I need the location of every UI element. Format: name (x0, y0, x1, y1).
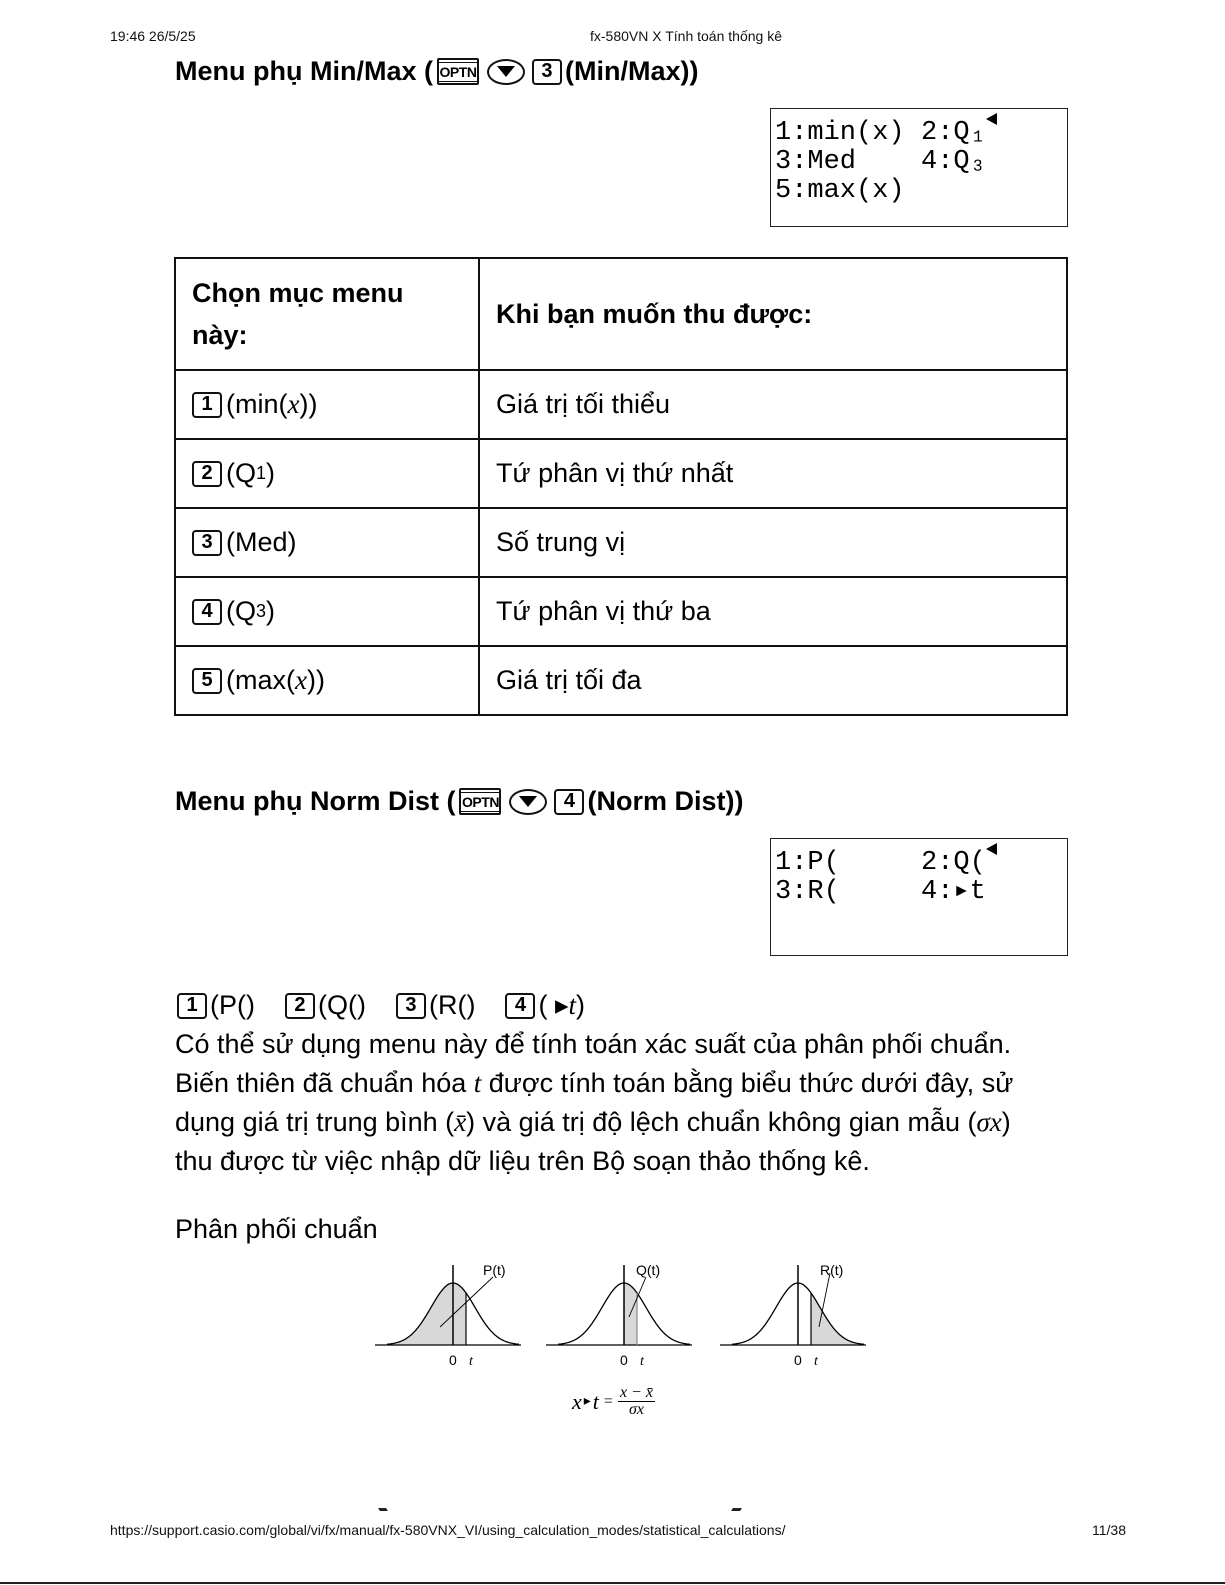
key-item: 1 (P() (177, 990, 255, 1021)
plot-r (720, 1262, 866, 1369)
page-number: 11/38 (1092, 1522, 1126, 1538)
minmax-menu-table (174, 257, 1068, 716)
page-fragment-mark (731, 1508, 742, 1511)
optn-key-icon: OPTN (459, 788, 501, 815)
paragraph-line: Có thể sử dụng menu này để tính toán xác suất của phân phối chuẩn. (175, 1029, 1012, 1059)
figure-caption: Phân phối chuẩn (175, 1214, 378, 1244)
print-datetime: 19:46 26/5/25 (110, 28, 196, 44)
lcd-row (775, 177, 1067, 206)
normdist-description (175, 1025, 1013, 1181)
lcd-item: 2:Q₁ (921, 118, 986, 148)
lcd-row (775, 878, 1067, 907)
row-description: Giá trị tối thiểu (479, 370, 1067, 439)
key-2-icon: 2 (285, 993, 315, 1019)
normdist-title-suffix: (Norm Dist)) (587, 786, 744, 816)
tick-label-t: t (469, 1354, 473, 1369)
shaded-area (811, 1293, 864, 1345)
fraction (618, 1385, 655, 1418)
row-description: Tứ phân vị thứ ba (479, 577, 1067, 646)
curve-label: P(t) (483, 1262, 506, 1278)
page-fragment-mark (378, 1508, 388, 1511)
tick-label-t: t (814, 1354, 818, 1369)
normdist-keys-line (177, 990, 615, 1021)
key-5-icon: 5 (192, 668, 222, 694)
paragraph-line: Biến thiên đã chuẩn hóa t được tính toán bằng biểu thức dưới đây, sử (175, 1068, 1014, 1098)
lcd-item: 1:P( (775, 848, 840, 878)
lcd-row (775, 119, 1067, 148)
lcd-item: 4:Q₃ (921, 147, 986, 177)
normdist-title-prefix: Menu phụ Norm Dist ( (175, 786, 456, 816)
table-row: 1 (min( x )) Giá trị tối thiểu (175, 370, 1067, 439)
lcd-item: 4:▸t (921, 877, 986, 907)
page-bottom-rule (0, 1582, 1225, 1584)
row-description: Tứ phân vị thứ nhất (479, 439, 1067, 508)
row-description: Giá trị tối đa (479, 646, 1067, 715)
page-url: https://support.casio.com/global/vi/fx/manual/fx-580VNX_VI/using_calculation_modes/statistical_calculations/ (110, 1522, 786, 1538)
tick-label-zero: 0 (794, 1352, 802, 1368)
plot-p (375, 1262, 521, 1369)
lcd-item: 5:max(x) (775, 176, 905, 206)
tick-label-zero: 0 (620, 1352, 628, 1368)
lcd-item: 3:R( (775, 877, 840, 907)
key-1-icon: 1 (192, 392, 222, 418)
normal-distribution-figure (370, 1255, 880, 1385)
lcd-item: 1:min(x) (775, 118, 905, 148)
header-menu-item: Chọn mục menu này: (175, 258, 479, 370)
minmax-section-title (175, 56, 698, 87)
curve-label: Q(t) (636, 1262, 661, 1278)
minmax-title-prefix: Menu phụ Min/Max ( (175, 56, 433, 86)
table-row: 4 (Q 3 ) Tứ phân vị thứ ba (175, 577, 1067, 646)
key-3-icon: 3 (396, 993, 426, 1019)
down-arrow-key-icon (509, 789, 547, 815)
scroll-left-indicator-icon (986, 113, 997, 125)
table-row: 5 (max( x )) Giá trị tối đa (175, 646, 1067, 715)
scroll-left-indicator-icon (986, 843, 997, 855)
key-item: 3 (R() (396, 990, 475, 1021)
plot-q (546, 1262, 692, 1369)
lcd-item: 3:Med (775, 147, 857, 177)
key-2-icon: 2 (192, 461, 222, 487)
tick-label-zero: 0 (449, 1352, 457, 1368)
lcd-row (775, 148, 1067, 177)
paragraph-line: dụng giá trị trung bình (x̄) và giá trị độ lệch chuẩn không gian mẫu (σx) (175, 1107, 1011, 1137)
key-3-icon: 3 (192, 530, 222, 556)
print-title: fx-580VN X Tính toán thống kê (590, 28, 782, 44)
key-3-icon: 3 (532, 59, 562, 85)
lcd-row (775, 849, 1067, 878)
paragraph-line: thu được từ việc nhập dữ liệu trên Bộ soạn thảo thống kê. (175, 1146, 870, 1176)
normdist-section-title (175, 786, 743, 817)
header-result: Khi bạn muốn thu được: (479, 258, 1067, 370)
standardization-formula: x ▸ t = $\frac{x - x̄}{\sigma x}$ (572, 1384, 653, 1418)
numerator: x − x̄ (619, 1384, 653, 1401)
key-4-icon: 4 (192, 599, 222, 625)
row-description: Số trung vị (479, 508, 1067, 577)
down-arrow-key-icon (487, 59, 525, 85)
table-row: 2 (Q 1 ) Tứ phân vị thứ nhất (175, 439, 1067, 508)
key-4-icon: 4 (505, 993, 535, 1019)
denominator: σx (628, 1401, 644, 1418)
convert-arrow-icon: ▸ (583, 1394, 591, 1409)
curve-label: R(t) (820, 1262, 844, 1278)
key-1-icon: 1 (177, 993, 207, 1019)
minmax-lcd-screen (770, 108, 1068, 227)
table-header-row (175, 258, 1067, 370)
key-item: 4 ( ▸ t ) (505, 990, 585, 1021)
tick-label-t: t (640, 1354, 644, 1369)
normdist-lcd-screen (770, 838, 1068, 956)
minmax-title-suffix: (Min/Max)) (564, 56, 699, 86)
table-row: 3 (Med) Số trung vị (175, 508, 1067, 577)
lcd-item: 2:Q( (921, 848, 986, 878)
optn-key-icon: OPTN (437, 58, 479, 85)
key-item: 2 (Q() (285, 990, 366, 1021)
key-4-icon: 4 (554, 789, 584, 815)
